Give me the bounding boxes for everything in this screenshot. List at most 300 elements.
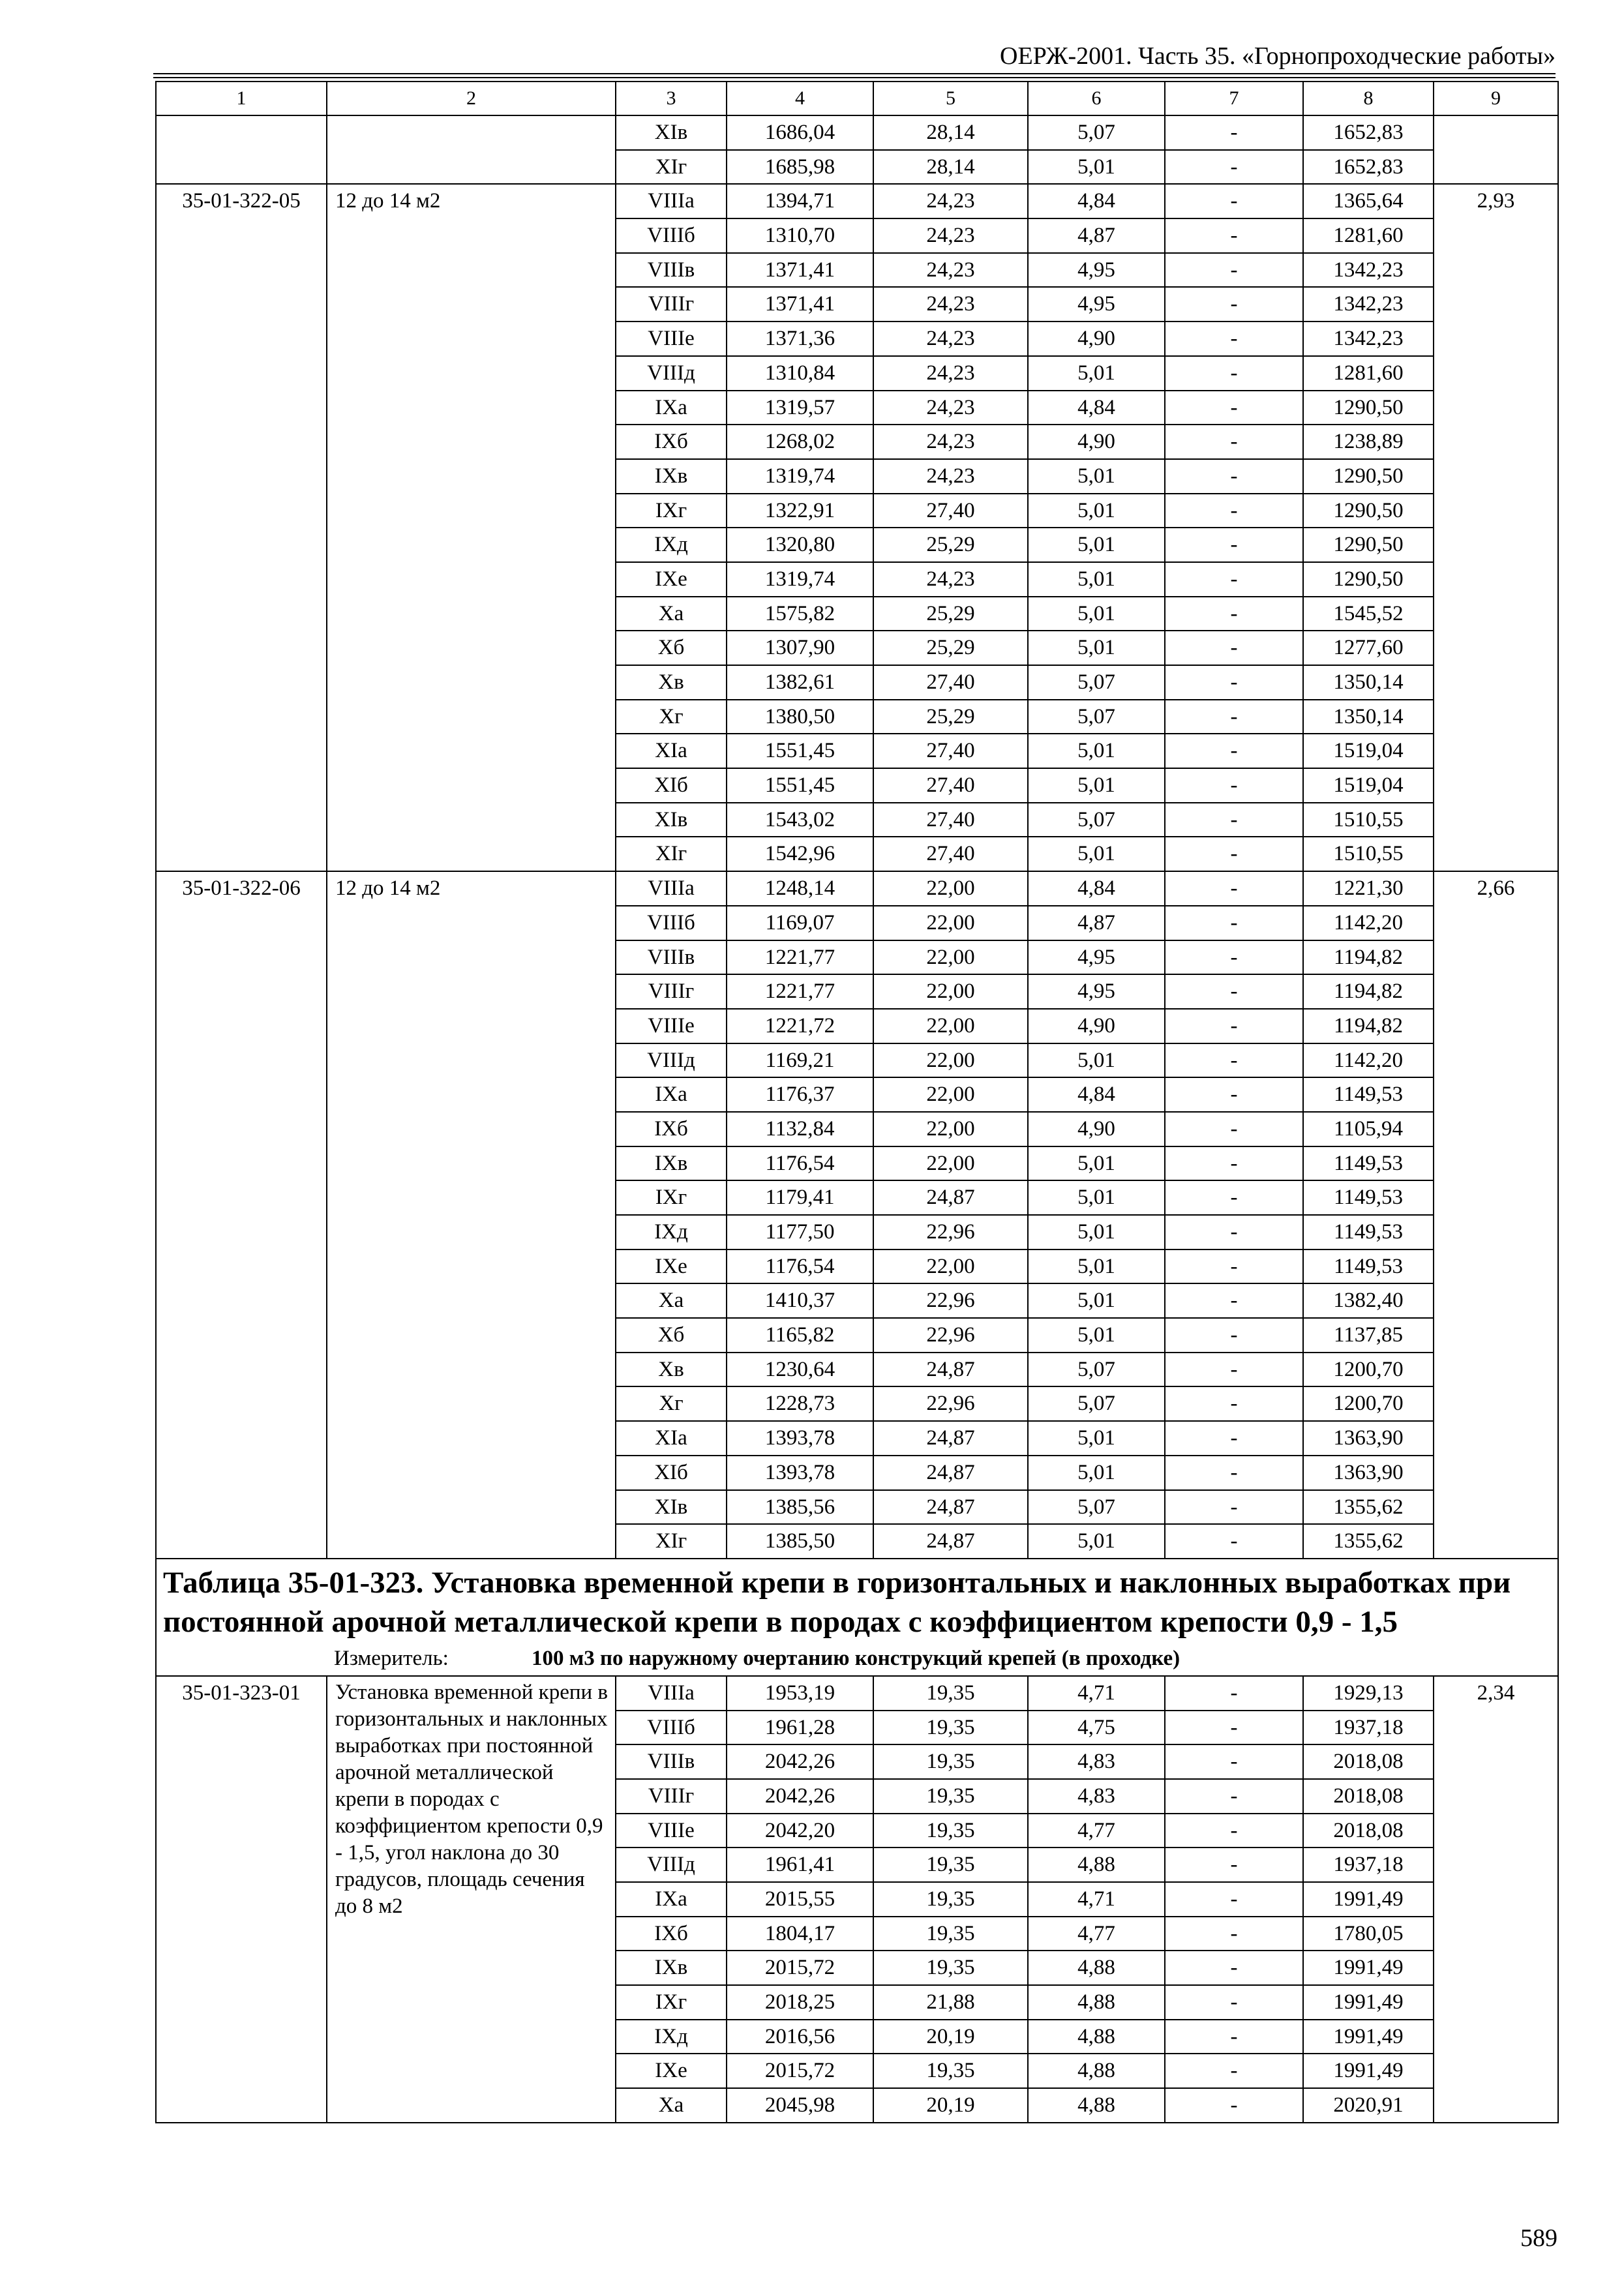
work-name: 12 до 14 м2 <box>327 184 616 871</box>
value-cell: - <box>1165 597 1303 631</box>
value-cell: - <box>1165 871 1303 906</box>
value-cell: 24,23 <box>873 391 1028 425</box>
value-cell: 2042,26 <box>727 1744 873 1779</box>
column-number: 4 <box>727 82 873 115</box>
value-cell: 5,01 <box>1028 1043 1165 1078</box>
value-cell: 1355,62 <box>1303 1490 1434 1525</box>
value-cell: 28,14 <box>873 115 1028 150</box>
page-number: 589 <box>1520 2224 1557 2252</box>
value-cell: 2020,91 <box>1303 2088 1434 2123</box>
column-number: 2 <box>327 82 616 115</box>
value-cell: 1363,90 <box>1303 1456 1434 1490</box>
value-cell: 5,01 <box>1028 356 1165 391</box>
value-cell: 5,01 <box>1028 1524 1165 1559</box>
value-cell: 1176,54 <box>727 1146 873 1181</box>
value-cell: 1652,83 <box>1303 115 1434 150</box>
value-cell: - <box>1165 322 1303 356</box>
value-cell: VIIIв <box>616 1744 727 1779</box>
value-cell: 24,23 <box>873 184 1028 218</box>
value-cell: IXб <box>616 1917 727 1951</box>
value-cell: 5,01 <box>1028 1421 1165 1456</box>
value-cell: - <box>1165 1882 1303 1917</box>
value-cell: 22,00 <box>873 871 1028 906</box>
value-cell: - <box>1165 1524 1303 1559</box>
value-cell: - <box>1165 287 1303 322</box>
value-cell: 24,23 <box>873 356 1028 391</box>
value-cell: 4,90 <box>1028 1112 1165 1146</box>
value-cell: - <box>1165 665 1303 700</box>
value-cell: VIIIб <box>616 906 727 940</box>
value-cell: 22,96 <box>873 1215 1028 1249</box>
value-cell: 1277,60 <box>1303 631 1434 665</box>
value-cell: 1382,40 <box>1303 1283 1434 1318</box>
value-cell: 4,84 <box>1028 871 1165 906</box>
value-cell: 1385,50 <box>727 1524 873 1559</box>
value-cell: 1342,23 <box>1303 287 1434 322</box>
value-cell: VIIIг <box>616 287 727 322</box>
value-cell: - <box>1165 1180 1303 1215</box>
value-cell: 1149,53 <box>1303 1077 1434 1112</box>
table-title-row <box>156 1559 1558 1676</box>
value-cell: IXе <box>616 562 727 597</box>
value-cell: 5,01 <box>1028 1456 1165 1490</box>
value-cell: 19,35 <box>873 1917 1028 1951</box>
value-cell: 5,01 <box>1028 459 1165 494</box>
value-cell: 1686,04 <box>727 115 873 150</box>
value-cell: - <box>1165 940 1303 975</box>
value-cell: 4,90 <box>1028 322 1165 356</box>
value-cell: 4,95 <box>1028 253 1165 288</box>
value-cell: 19,35 <box>873 1779 1028 1814</box>
value-cell: 1551,45 <box>727 768 873 803</box>
value-cell: 1176,37 <box>727 1077 873 1112</box>
value-cell: - <box>1165 1779 1303 1814</box>
value-cell: XIг <box>616 837 727 871</box>
value-cell: 4,88 <box>1028 2020 1165 2054</box>
value-cell: 1177,50 <box>727 1215 873 1249</box>
value-cell: 4,95 <box>1028 287 1165 322</box>
value-cell: 5,01 <box>1028 150 1165 185</box>
value-cell: 2042,26 <box>727 1779 873 1814</box>
value-cell: - <box>1165 150 1303 185</box>
value-cell: 5,07 <box>1028 1353 1165 1387</box>
value-cell: - <box>1165 253 1303 288</box>
value-cell: 5,01 <box>1028 734 1165 768</box>
rates-table <box>155 81 1559 2123</box>
value-cell: 1991,49 <box>1303 2054 1434 2088</box>
value-cell: IXа <box>616 1077 727 1112</box>
value-cell: IXа <box>616 1882 727 1917</box>
value-cell: 1149,53 <box>1303 1249 1434 1284</box>
value-cell: 1248,14 <box>727 871 873 906</box>
rate-code: 35-01-322-06 <box>156 871 327 1559</box>
value-cell: IXд <box>616 2020 727 2054</box>
value-cell: Xв <box>616 665 727 700</box>
header-rule <box>153 73 1556 74</box>
meter-line <box>163 1644 1551 1673</box>
value-cell: VIIIд <box>616 1043 727 1078</box>
value-cell: XIв <box>616 803 727 837</box>
value-cell: - <box>1165 1353 1303 1387</box>
value-cell: 1322,91 <box>727 494 873 528</box>
value-cell: 1105,94 <box>1303 1112 1434 1146</box>
value-cell: - <box>1165 2088 1303 2123</box>
value-cell: 4,90 <box>1028 425 1165 459</box>
value-cell: VIIIб <box>616 1711 727 1745</box>
value-cell: 1230,64 <box>727 1353 873 1387</box>
value-cell: - <box>1165 1421 1303 1456</box>
value-cell: 4,90 <box>1028 1009 1165 1043</box>
value-cell: 1929,13 <box>1303 1676 1434 1711</box>
value-cell: - <box>1165 459 1303 494</box>
value-cell: IXв <box>616 1951 727 1985</box>
value-cell: 22,00 <box>873 1146 1028 1181</box>
value-cell: 2018,08 <box>1303 1744 1434 1779</box>
value-cell: 5,01 <box>1028 1215 1165 1249</box>
value-cell: 1519,04 <box>1303 768 1434 803</box>
value-cell: 1194,82 <box>1303 940 1434 975</box>
value-cell: - <box>1165 2054 1303 2088</box>
value-cell: 4,88 <box>1028 1951 1165 1985</box>
value-cell: 1179,41 <box>727 1180 873 1215</box>
value-cell: 1169,07 <box>727 906 873 940</box>
value-cell: IXв <box>616 459 727 494</box>
value-cell: XIа <box>616 1421 727 1456</box>
value-cell: 22,00 <box>873 1077 1028 1112</box>
value-cell: 5,01 <box>1028 1318 1165 1353</box>
value-cell: IXд <box>616 1215 727 1249</box>
value-cell: 1355,62 <box>1303 1524 1434 1559</box>
value-cell: - <box>1165 906 1303 940</box>
value-cell: 1281,60 <box>1303 356 1434 391</box>
value-cell: 19,35 <box>873 1882 1028 1917</box>
work-name: Установка временной крепи в горизонтальных и наклонных выработках при постоянной арочной металлической крепи в породах с коэффициентом крепости 0,9 - 1,5, угол наклона до 30 градусов, площадь сечения до 8 м2 <box>327 1676 616 2123</box>
value-cell: 1953,19 <box>727 1676 873 1711</box>
value-cell: 1132,84 <box>727 1112 873 1146</box>
value-cell: 4,84 <box>1028 391 1165 425</box>
value-cell: - <box>1165 974 1303 1009</box>
value-cell: 27,40 <box>873 494 1028 528</box>
value-cell: 4,71 <box>1028 1882 1165 1917</box>
value-cell: VIIIе <box>616 1009 727 1043</box>
value-cell: 2015,72 <box>727 1951 873 1985</box>
table-body <box>156 82 1558 2123</box>
value-cell: 19,35 <box>873 1676 1028 1711</box>
value-cell: 1991,49 <box>1303 1951 1434 1985</box>
value-cell: 1310,70 <box>727 218 873 253</box>
value-cell: 1194,82 <box>1303 974 1434 1009</box>
value-cell: 24,23 <box>873 287 1028 322</box>
value-cell: - <box>1165 803 1303 837</box>
value-cell: - <box>1165 1744 1303 1779</box>
value-cell: 1380,50 <box>727 700 873 734</box>
meter-label: Измеритель: <box>334 1646 449 1670</box>
value-cell: 1221,77 <box>727 974 873 1009</box>
value-cell: 4,88 <box>1028 2088 1165 2123</box>
value-cell: 22,96 <box>873 1283 1028 1318</box>
value-cell: 22,00 <box>873 906 1028 940</box>
value-cell: Xа <box>616 1283 727 1318</box>
value-cell: 1652,83 <box>1303 150 1434 185</box>
value-cell: 24,23 <box>873 253 1028 288</box>
value-cell: IXв <box>616 1146 727 1181</box>
value-cell: 4,75 <box>1028 1711 1165 1745</box>
value-cell: 24,87 <box>873 1524 1028 1559</box>
value-cell: 1176,54 <box>727 1249 873 1284</box>
column-number: 7 <box>1165 82 1303 115</box>
value-cell: 20,19 <box>873 2088 1028 2123</box>
value-cell: XIг <box>616 150 727 185</box>
value-cell: 1319,74 <box>727 459 873 494</box>
value-cell: 4,88 <box>1028 1848 1165 1882</box>
value-cell: 2018,25 <box>727 1985 873 2020</box>
rate-code: 35-01-323-01 <box>156 1676 327 2123</box>
value-cell: 24,87 <box>873 1421 1028 1456</box>
value-cell: 1551,45 <box>727 734 873 768</box>
value-cell: - <box>1165 1456 1303 1490</box>
value-cell: 1385,56 <box>727 1490 873 1525</box>
value-cell: 1281,60 <box>1303 218 1434 253</box>
value-cell: 24,87 <box>873 1456 1028 1490</box>
value-cell: 1290,50 <box>1303 562 1434 597</box>
value-cell: 5,01 <box>1028 1283 1165 1318</box>
value-cell: 19,35 <box>873 1814 1028 1848</box>
value-cell: 4,83 <box>1028 1744 1165 1779</box>
value-cell: VIIIе <box>616 1814 727 1848</box>
value-cell: 22,00 <box>873 1249 1028 1284</box>
value-cell: XIг <box>616 1524 727 1559</box>
value-cell: 1228,73 <box>727 1386 873 1421</box>
table-row <box>156 115 1558 150</box>
value-cell: 4,87 <box>1028 906 1165 940</box>
value-cell: - <box>1165 528 1303 562</box>
value-cell: 1937,18 <box>1303 1848 1434 1882</box>
value-cell: 1991,49 <box>1303 1985 1434 2020</box>
value-cell: 1363,90 <box>1303 1421 1434 1456</box>
value-cell: 1221,77 <box>727 940 873 975</box>
value-cell: 1137,85 <box>1303 1318 1434 1353</box>
value-cell: 1142,20 <box>1303 1043 1434 1078</box>
table-title-cell <box>156 1559 1558 1676</box>
value-cell: IXе <box>616 2054 727 2088</box>
value-cell: 1394,71 <box>727 184 873 218</box>
value-cell: 1149,53 <box>1303 1215 1434 1249</box>
value-cell: 24,23 <box>873 218 1028 253</box>
value-cell: 1543,02 <box>727 803 873 837</box>
value-cell: 2015,55 <box>727 1882 873 1917</box>
value-cell: 1991,49 <box>1303 2020 1434 2054</box>
value-cell: VIIIд <box>616 1848 727 1882</box>
value-cell: 1221,30 <box>1303 871 1434 906</box>
value-cell: 1382,61 <box>727 665 873 700</box>
value-cell: 1194,82 <box>1303 1009 1434 1043</box>
column-number: 6 <box>1028 82 1165 115</box>
value-cell: 1371,36 <box>727 322 873 356</box>
value-cell: 27,40 <box>873 837 1028 871</box>
value-cell: - <box>1165 494 1303 528</box>
column-number: 1 <box>156 82 327 115</box>
value-cell: 1290,50 <box>1303 528 1434 562</box>
column-number: 8 <box>1303 82 1434 115</box>
value-cell: 1510,55 <box>1303 803 1434 837</box>
value-cell: 2018,08 <box>1303 1779 1434 1814</box>
value-cell: Xг <box>616 1386 727 1421</box>
value-cell: - <box>1165 1112 1303 1146</box>
value-cell: 2015,72 <box>727 2054 873 2088</box>
value-cell: XIб <box>616 768 727 803</box>
value-cell: VIIIа <box>616 184 727 218</box>
work-name: 12 до 14 м2 <box>327 871 616 1559</box>
value-cell: IXг <box>616 494 727 528</box>
value-cell: 1410,37 <box>727 1283 873 1318</box>
value-cell: IXг <box>616 1180 727 1215</box>
value-cell: 4,83 <box>1028 1779 1165 1814</box>
value-cell: - <box>1165 1490 1303 1525</box>
value-cell: 24,87 <box>873 1180 1028 1215</box>
value-cell: - <box>1165 1009 1303 1043</box>
value-cell: Xб <box>616 631 727 665</box>
value-cell: 5,07 <box>1028 803 1165 837</box>
value-cell: IXа <box>616 391 727 425</box>
value-cell: 22,00 <box>873 1043 1028 1078</box>
value-cell: 1165,82 <box>727 1318 873 1353</box>
value-cell: 22,00 <box>873 940 1028 975</box>
value-cell: 24,23 <box>873 459 1028 494</box>
value-cell: 19,35 <box>873 1711 1028 1745</box>
value-cell: 4,84 <box>1028 1077 1165 1112</box>
value-cell: 5,01 <box>1028 631 1165 665</box>
column-number: 9 <box>1434 82 1558 115</box>
value-cell: 1510,55 <box>1303 837 1434 871</box>
value-cell: 1542,96 <box>727 837 873 871</box>
value-cell: 1319,74 <box>727 562 873 597</box>
value-cell: Xа <box>616 597 727 631</box>
value-cell: - <box>1165 1814 1303 1848</box>
value-cell: 1200,70 <box>1303 1386 1434 1421</box>
value-cell: - <box>1165 425 1303 459</box>
column-number: 5 <box>873 82 1028 115</box>
value-cell: 5,07 <box>1028 115 1165 150</box>
value-cell: 4,88 <box>1028 1985 1165 2020</box>
value-cell: Xв <box>616 1353 727 1387</box>
value-cell: 1545,52 <box>1303 597 1434 631</box>
value-cell: 4,77 <box>1028 1814 1165 1848</box>
value-cell: VIIIа <box>616 871 727 906</box>
value-cell: - <box>1165 631 1303 665</box>
value-cell: VIIIе <box>616 322 727 356</box>
value-cell: 4,95 <box>1028 974 1165 1009</box>
value-cell: 2018,08 <box>1303 1814 1434 1848</box>
value-cell: 1350,14 <box>1303 665 1434 700</box>
value-cell: 1937,18 <box>1303 1711 1434 1745</box>
value-cell: 21,88 <box>873 1985 1028 2020</box>
value-cell: 24,87 <box>873 1353 1028 1387</box>
column-number: 3 <box>616 82 727 115</box>
value-cell: VIIIв <box>616 940 727 975</box>
value-cell: 5,07 <box>1028 1386 1165 1421</box>
value-cell: 1290,50 <box>1303 459 1434 494</box>
value-cell: 5,01 <box>1028 837 1165 871</box>
value-cell: 5,07 <box>1028 1490 1165 1525</box>
coefficient-cell: 2,34 <box>1434 1676 1558 2123</box>
value-cell: 25,29 <box>873 700 1028 734</box>
value-cell: - <box>1165 1077 1303 1112</box>
value-cell: - <box>1165 837 1303 871</box>
value-cell: - <box>1165 1917 1303 1951</box>
value-cell: - <box>1165 1676 1303 1711</box>
value-cell: - <box>1165 1318 1303 1353</box>
value-cell: 4,71 <box>1028 1676 1165 1711</box>
value-cell: 27,40 <box>873 768 1028 803</box>
page-header: ОЕРЖ-2001. Часть 35. «Горнопроходческие работы» <box>1000 42 1556 70</box>
value-cell: 5,01 <box>1028 494 1165 528</box>
value-cell: - <box>1165 1848 1303 1882</box>
value-cell: - <box>1165 562 1303 597</box>
value-cell: 20,19 <box>873 2020 1028 2054</box>
value-cell: 1238,89 <box>1303 425 1434 459</box>
value-cell: IXб <box>616 1112 727 1146</box>
value-cell: 1961,41 <box>727 1848 873 1882</box>
value-cell: 22,00 <box>873 1112 1028 1146</box>
value-cell: 1575,82 <box>727 597 873 631</box>
value-cell: 1804,17 <box>727 1917 873 1951</box>
value-cell: 25,29 <box>873 528 1028 562</box>
work-name <box>327 115 616 184</box>
value-cell: 1371,41 <box>727 287 873 322</box>
value-cell: 27,40 <box>873 665 1028 700</box>
value-cell: - <box>1165 356 1303 391</box>
value-cell: 4,88 <box>1028 2054 1165 2088</box>
value-cell: - <box>1165 1711 1303 1745</box>
value-cell: 1780,05 <box>1303 1917 1434 1951</box>
value-cell: 22,96 <box>873 1318 1028 1353</box>
value-cell: 5,01 <box>1028 1249 1165 1284</box>
value-cell: 19,35 <box>873 1951 1028 1985</box>
rate-code: 35-01-322-05 <box>156 184 327 871</box>
table-row <box>156 871 1558 906</box>
value-cell: XIа <box>616 734 727 768</box>
value-cell: XIб <box>616 1456 727 1490</box>
value-cell: 1365,64 <box>1303 184 1434 218</box>
value-cell: 1169,21 <box>727 1043 873 1078</box>
value-cell: 5,01 <box>1028 562 1165 597</box>
value-cell: VIIIа <box>616 1676 727 1711</box>
value-cell: 2016,56 <box>727 2020 873 2054</box>
value-cell: IXе <box>616 1249 727 1284</box>
value-cell: - <box>1165 391 1303 425</box>
rate-code <box>156 115 327 184</box>
value-cell: IXб <box>616 425 727 459</box>
value-cell: Xб <box>616 1318 727 1353</box>
value-cell: 22,00 <box>873 974 1028 1009</box>
value-cell: IXг <box>616 1985 727 2020</box>
value-cell: - <box>1165 768 1303 803</box>
value-cell: 1307,90 <box>727 631 873 665</box>
value-cell: VIIIб <box>616 218 727 253</box>
value-cell: 4,87 <box>1028 218 1165 253</box>
value-cell: - <box>1165 734 1303 768</box>
value-cell: 1519,04 <box>1303 734 1434 768</box>
value-cell: - <box>1165 115 1303 150</box>
value-cell: 1991,49 <box>1303 1882 1434 1917</box>
value-cell: 1319,57 <box>727 391 873 425</box>
value-cell: - <box>1165 218 1303 253</box>
value-cell: 27,40 <box>873 734 1028 768</box>
table-row <box>156 184 1558 218</box>
value-cell: VIIIд <box>616 356 727 391</box>
value-cell: 5,01 <box>1028 1180 1165 1215</box>
value-cell: 1393,78 <box>727 1421 873 1456</box>
